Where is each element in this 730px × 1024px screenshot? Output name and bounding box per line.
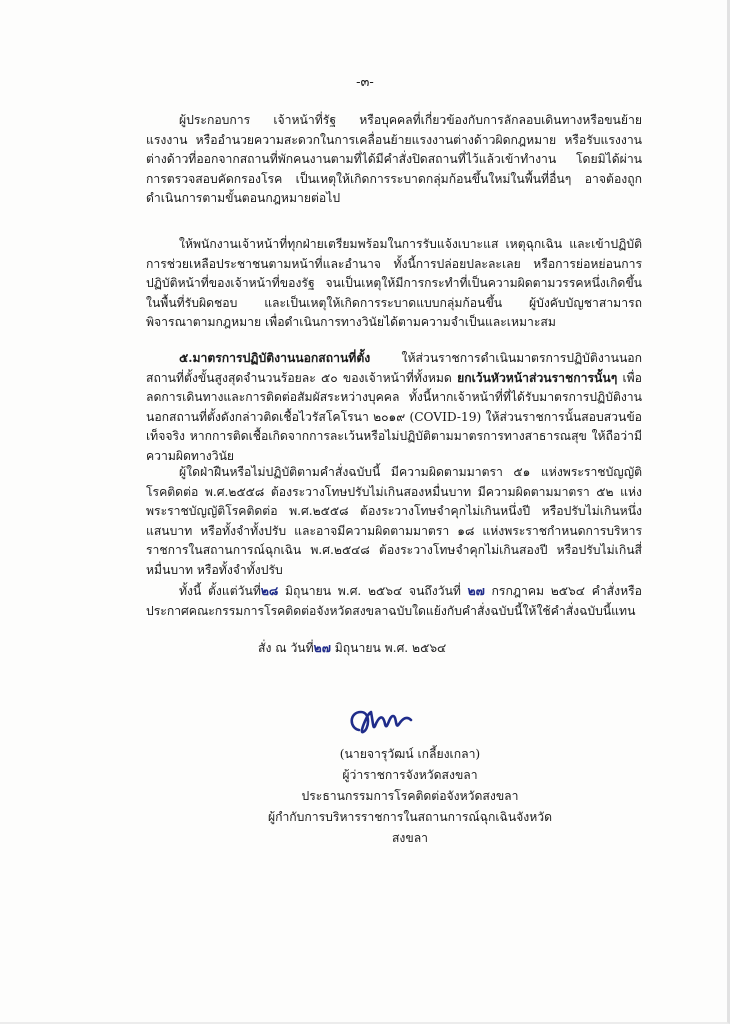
- signatory-title: ผู้กำกับการบริหารราชการในสถานการณ์ฉุกเฉินจังหวัดสงขลา: [267, 810, 553, 845]
- order-date-line: [146, 639, 642, 659]
- signature-image: [345, 700, 425, 744]
- signature-block: [260, 744, 560, 849]
- paragraph-text-part: ให้ส่วนราชการดำเนินมาตรการปฏิบัติงานนอกสถานที่ตั้งขั้นสูงสุดจำนวนร้อยละ ๕๐ ของเจ้าหน้าที่ทั้งหมด: [146, 351, 642, 385]
- order-date-suffix: มิถุนายน พ.ศ. ๒๕๖๔: [330, 641, 447, 655]
- paragraph-text-part: ทั้งนี้ ตั้งแต่วันที่: [179, 584, 261, 598]
- paragraph-text: ให้พนักงานเจ้าหน้าที่ทุกฝ่ายเตรียมพร้อมในการรับแจ้งเบาะแส เหตุฉุกเฉิน และเข้าปฏิบัติการช่วยเหลือประชาชนตามหน้าที่และอำนาจ ทั้งนี้การปล่อยปละละเลย หรือการย่อหย่อนการปฏิบัติหน้าที่ของเจ้าหน้าที่ของรัฐ จนเป็นเหตุให้มีการกระทำที่เป็นความผิดตามวรรคหนึ่งเกิดขึ้นในพื้นที่รับผิดชอบ และเป็นเหตุให้เกิดการระบาดแบบกลุ่มก้อนขึ้น ผู้บังคับบัญชาสามารถพิจารณาตามกฎหมาย เพื่อดำเนินการทางวินัยได้ตามความจำเป็นและเหมาะสม: [146, 237, 642, 330]
- paragraph-work-from-home: [146, 349, 642, 467]
- paragraph-text: ผู้ใดฝ่าฝืนหรือไม่ปฏิบัติตามคำสั่งฉบับนี้ มีความผิดตามมาตรา ๕๑ แห่งพระราชบัญญัติโรคติดต่อ พ.ศ.๒๕๕๘ ต้องระวางโทษปรับไม่เกินสองหมื่นบาท มีความผิดตามมาตรา ๕๒ แห่งพระราชบัญญัติโรคติดต่อ พ.ศ.๒๕๕๘ ต้องระวางโทษจำคุกไม่เกินหนึ่งปี หรือปรับไม่เกินหนึ่งแสนบาท หรือทั้งจำทั้งปรับ และอาจมีความผิดตามมาตรา ๑๘ แห่งพระราชกำหนดการบริหารราชการในสถานการณ์ฉุกเฉิน พ.ศ.๒๕๔๘ ต้องระวางโทษจำคุกไม่เกินสองปี หรือปรับไม่เกินสี่หมื่นบาท หรือทั้งจำทั้งปรับ: [146, 465, 642, 577]
- paragraph-penalties: [146, 463, 642, 581]
- paragraph-effective-dates: [146, 582, 642, 621]
- signatory-name: (นายจารุวัฒน์ เกลี้ยงเกลา): [339, 747, 481, 761]
- order-date-text: [146, 639, 642, 659]
- paragraph-text: [146, 582, 642, 621]
- paragraph-text: ผู้ประกอบการ เจ้าหน้าที่รัฐ หรือบุคคลที่เกี่ยวข้องกับการลักลอบเดินทางหรือขนย้ายแรงงาน หรืออำนวยความสะดวกในการเคลื่อนย้ายแรงงานต่างด้าวผิดกฎหมาย หรือรับแรงงานต่างด้าวที่ออกจากสถานที่พักคนงานตามที่ได้มีคำสั่งปิดสถานที่ไว้แล้วเข้าทำงาน โดยมิได้ผ่านการตรวจสอบคัดกรองโรค เป็นเหตุให้เกิดการระบาดกลุ่มก้อนขึ้นใหม่ในพื้นที่อื่นๆ อาจต้องถูกดำเนินการตามขั้นตอนกฎหมายต่อไป: [146, 113, 642, 206]
- handwritten-order-day: ๒๗: [313, 641, 331, 655]
- paragraph-text-part: เพื่อลดการเดินทางและการติดต่อสัมผัสระหว่างบุคคล ทั้งนี้หากเจ้าหน้าที่ที่ได้รับมาตรการปฏิบัติงานนอกสถานที่ตั้งดังกล่าวติดเชื้อไวรัสโคโรนา ๒๐๑๙ (COVID-19) ให้ส่วนราชการนั้นสอบสวนข้อเท็จจริง หากการติดเชื้อเกิดจากการละเว้นหรือไม่ปฏิบัติตามมาตรการทางสาธารณสุข ให้ถือว่ามีความผิดทางวินัย: [146, 370, 642, 463]
- bold-exception: ยกเว้นหัวหน้าส่วนราชการนั้นๆ: [457, 370, 618, 385]
- section-heading: ๕.มาตรการปฏิบัติงานนอกสถานที่ตั้ง: [179, 351, 371, 365]
- handwritten-date-end: ๒๗: [467, 584, 485, 598]
- paragraph-officials: [146, 235, 642, 333]
- paragraph-text-part: มิถุนายน พ.ศ. ๒๕๖๔ จนถึงวันที่: [278, 584, 468, 598]
- signatory-title: ผู้ว่าราชการจังหวัดสงขลา: [342, 768, 478, 782]
- order-date-prefix: สั่ง ณ วันที่: [258, 641, 314, 655]
- paragraph-text-part: กรกฎาคม ๒๕๖๔ คำสั่งหรือประกาศคณะกรรมการโรคติดต่อจังหวัดสงขลาฉบับใดแย้งกับคำสั่งฉบับนี้ให้ใช้คำสั่งฉบับนี้แทน: [146, 584, 642, 618]
- handwritten-date-start: ๒๘: [260, 584, 279, 598]
- signatory-title: ประธานกรรมการโรคติดต่อจังหวัดสงขลา: [301, 789, 519, 803]
- paragraph-violators: [146, 111, 642, 209]
- paragraph-text: [146, 349, 642, 467]
- page-number: -๓-: [356, 75, 374, 90]
